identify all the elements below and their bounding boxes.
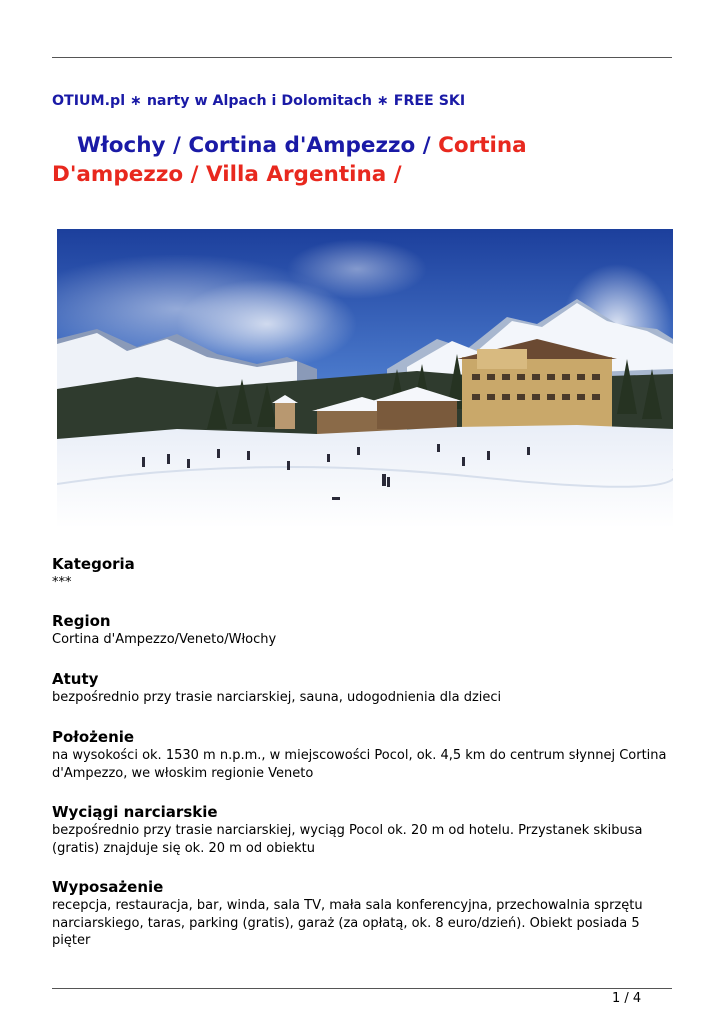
section-location: [52, 728, 677, 782]
section-text: bezpośrednio przy trasie narciarskiej, sauna, udogodnienia dla dzieci: [52, 690, 502, 705]
section-heading: Atuty: [52, 670, 99, 688]
section-text: Cortina d'Ampezzo/Veneto/Włochy: [52, 632, 277, 647]
footer-rule: [52, 988, 672, 989]
section-heading: Położenie: [52, 728, 135, 746]
section-ski-lifts: [52, 803, 677, 857]
section-heading: Region: [52, 612, 111, 630]
header-rule: [52, 57, 672, 58]
breadcrumb-item-resort[interactable]: Cortina D'ampezzo: [52, 133, 527, 187]
section-text: ***: [52, 575, 72, 590]
section-text: na wysokości ok. 1530 m n.p.m., w miejscowości Pocol, ok. 4,5 km do centrum słynnej Cortina d'Ampezzo, we włoskim regionie Veneto: [52, 748, 667, 781]
breadcrumb-item-country[interactable]: Włochy: [77, 133, 166, 158]
section-heading: Kategoria: [52, 555, 135, 573]
breadcrumb-item-region[interactable]: Cortina d'Ampezzo: [188, 133, 416, 158]
section-region: [52, 612, 677, 649]
breadcrumb-separator: /: [386, 162, 402, 187]
section-heading: Wyciągi narciarskie: [52, 803, 218, 821]
breadcrumb-separator: /: [183, 162, 206, 187]
section-category: [52, 555, 677, 592]
breadcrumb-separator: /: [415, 133, 439, 158]
breadcrumb: [52, 131, 612, 189]
breadcrumb-item-hotel[interactable]: Villa Argentina: [205, 162, 387, 187]
page-number: 1 / 4: [612, 991, 642, 1006]
section-heading: Wyposażenie: [52, 878, 164, 896]
section-text: bezpośrednio przy trasie narciarskiej, wyciąg Pocol ok. 20 m od hotelu. Przystanek skibusa (gratis) znajduje się ok. 20 m od obiektu: [52, 823, 643, 856]
site-header[interactable]: OTIUM.pl ∗ narty w Alpach i Dolomitach ∗ FREE SKI: [52, 93, 466, 109]
section-amenities: [52, 878, 677, 950]
section-highlights: [52, 670, 677, 707]
hotel-photo: [57, 229, 673, 528]
section-text: recepcja, restauracja, bar, winda, sala TV, mała sala konferencyjna, przechowalnia sprzętu narciarskiego, taras, parking (gratis), garaż (za opłatą, ok. 8 euro/dzień). Obiekt posiada 5 pięter: [52, 898, 643, 948]
breadcrumb-separator: /: [165, 133, 189, 158]
